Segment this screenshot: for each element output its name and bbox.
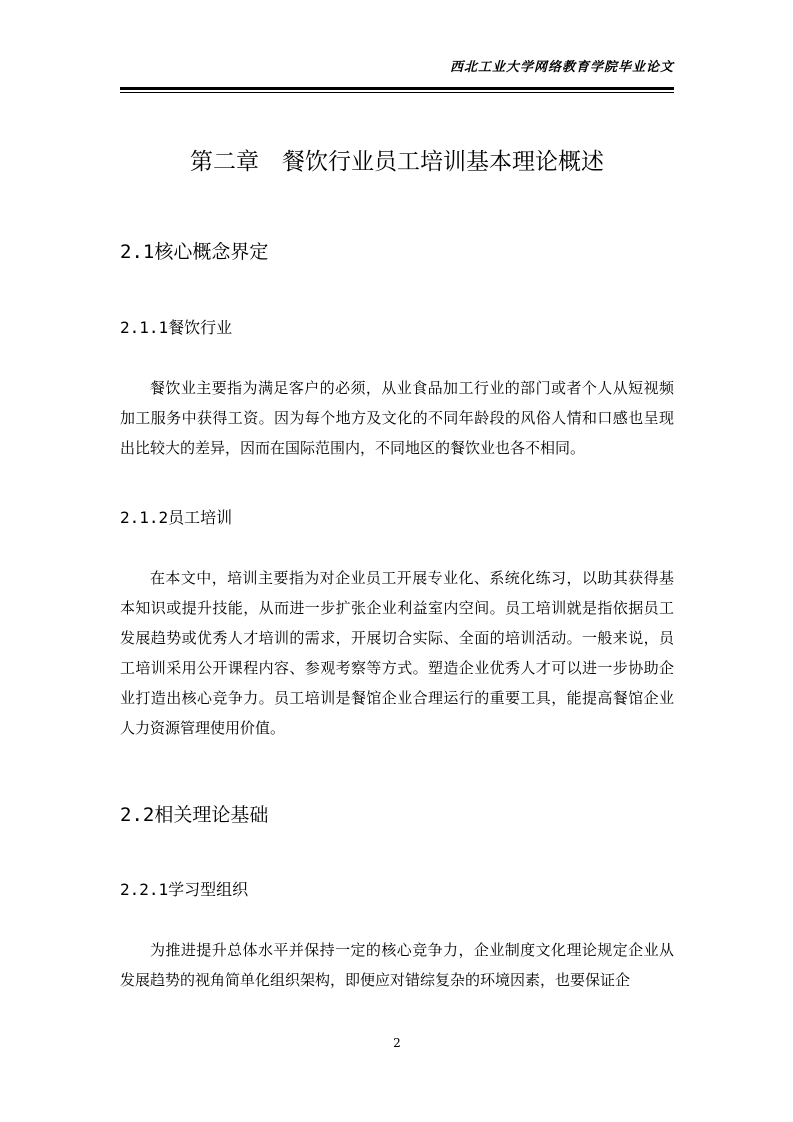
section-number: 2.1 (120, 241, 155, 263)
header-rule-thick (120, 87, 674, 90)
paragraph-2-1-2: 在本文中，培训主要指为对企业员工开展专业化、系统化练习，以助其获得基本知识或提升技能，从而进一步扩张企业利益室内空间。员工培训就是指依据员工发展趋势或优秀人才培训的需求，开展切合实际、全面的培训活动。一般来说，员工培训采用公开课程内容、参观考察等方式。塑造企业优秀人才可以进一步协助企业打造出核心竞争力。员工培训是餐馆企业合理运行的重要工具，能提高餐馆企业人力资源管理使用价值。 (120, 569, 674, 737)
section-title: 相关理论基础 (154, 804, 269, 826)
subsection-number: 2.1.1 (120, 318, 169, 337)
paragraph-2-2-1: 为推进提升总体水平并保持一定的核心竞争力，企业制度文化理论规定企业从发展趋势的视角简单化组织架构，即便应对错综复杂的环境因素，也要保证企 (120, 941, 674, 989)
section-number: 2.2 (120, 804, 155, 826)
page-header (120, 56, 674, 96)
header-rule-thin (120, 92, 674, 93)
subsection-title: 餐饮行业 (168, 318, 233, 337)
subsection-number: 2.1.2 (120, 508, 169, 527)
chapter-title: 第二章 餐饮行业员工培训基本理论概述 (190, 149, 604, 175)
subsection-heading-2-2-1 (120, 878, 248, 902)
subsection-number: 2.2.1 (120, 880, 169, 899)
header-title: 西北工业大学网络教育学院毕业论文 (449, 60, 674, 75)
subsection-title: 学习型组织 (168, 880, 249, 899)
section-heading-2-2 (120, 801, 268, 829)
page-number: 2 (393, 1036, 401, 1050)
section-heading-2-1 (120, 238, 268, 266)
section-title: 核心概念界定 (154, 241, 269, 263)
subsection-title: 员工培训 (168, 508, 233, 527)
subsection-heading-2-1-1 (120, 316, 232, 340)
subsection-heading-2-1-2 (120, 506, 232, 530)
paragraph-2-1-1: 餐饮业主要指为满足客户的必须，从业食品加工行业的部门或者个人从短视频加工服务中获得工资。因为每个地方及文化的不同年龄段的风俗人情和口感也呈现出比较大的差异，因而在国际范围内，不同地区的餐饮业也各不相同。 (120, 379, 674, 457)
